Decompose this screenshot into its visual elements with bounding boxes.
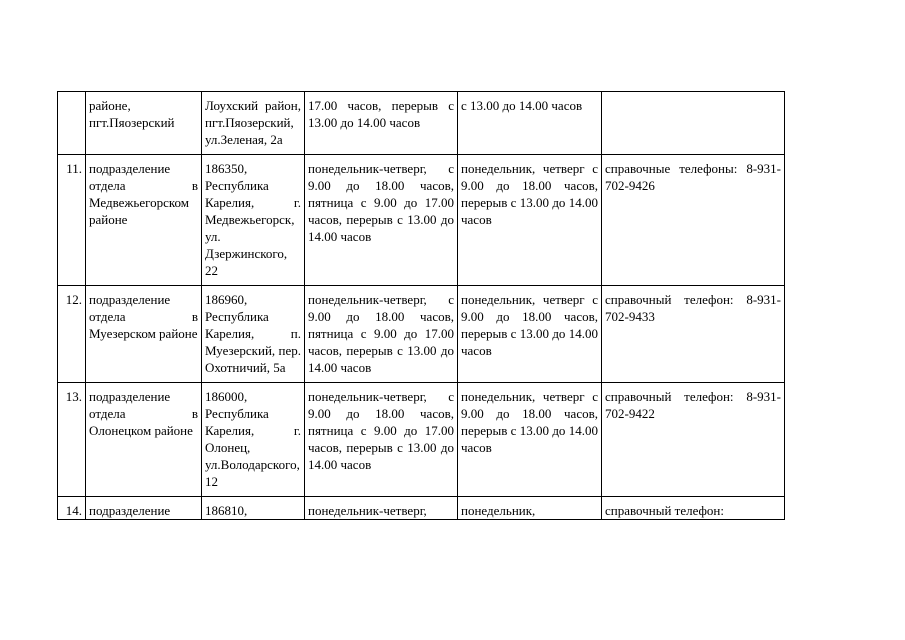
phone-info: справочные телефоны: 8-931-702-9426: [602, 155, 785, 286]
phone-info: справочный телефон:: [602, 497, 785, 520]
row-number: 12.: [58, 286, 86, 383]
reception-hours: понедельник,: [458, 497, 602, 520]
table-row: [58, 155, 785, 286]
office-address: 186810,: [202, 497, 305, 520]
phone-info: справочный телефон: 8-931-702-9433: [602, 286, 785, 383]
offices-table: [57, 91, 785, 520]
office-address: 186000, Республика Карелия, г. Олонец, ул.Володарского, 12: [202, 383, 305, 497]
working-hours: понедельник-четверг, с 9.00 до 18.00 часов, пятница с 9.00 до 17.00 часов, перерыв с 13.00 до 14.00 часов: [305, 155, 458, 286]
row-number: 13.: [58, 383, 86, 497]
office-name: подразделение отдела в Олонецком районе: [86, 383, 202, 497]
office-address: Лоухский район, пгт.Пяозерский, ул.Зеленая, 2а: [202, 92, 305, 155]
working-hours: понедельник-четверг, с 9.00 до 18.00 часов, пятница с 9.00 до 17.00 часов, перерыв с 13.00 до 14.00 часов: [305, 383, 458, 497]
working-hours: понедельник-четверг, с 9.00 до 18.00 часов, пятница с 9.00 до 17.00 часов, перерыв с 13.00 до 14.00 часов: [305, 286, 458, 383]
row-number: 14.: [58, 497, 86, 520]
phone-info: справочный телефон: 8-931-702-9422: [602, 383, 785, 497]
office-name: районе, пгт.Пяозерский: [86, 92, 202, 155]
reception-hours: с 13.00 до 14.00 часов: [458, 92, 602, 155]
working-hours: понедельник-четверг,: [305, 497, 458, 520]
office-name: подразделение: [86, 497, 202, 520]
row-number: 11.: [58, 155, 86, 286]
office-name: подразделение отдела в Медвежьегорском районе: [86, 155, 202, 286]
reception-hours: понедельник, четверг с 9.00 до 18.00 часов, перерыв с 13.00 до 14.00 часов: [458, 286, 602, 383]
working-hours: 17.00 часов, перерыв с 13.00 до 14.00 часов: [305, 92, 458, 155]
table-row: [58, 497, 785, 520]
office-name: подразделение отдела в Муезерском районе: [86, 286, 202, 383]
table-row: [58, 286, 785, 383]
reception-hours: понедельник, четверг с 9.00 до 18.00 часов, перерыв с 13.00 до 14.00 часов: [458, 155, 602, 286]
table-row: [58, 92, 785, 155]
reception-hours: понедельник, четверг с 9.00 до 18.00 часов, перерыв с 13.00 до 14.00 часов: [458, 383, 602, 497]
row-number: [58, 92, 86, 155]
phone-info: [602, 92, 785, 155]
table-row: [58, 383, 785, 497]
office-address: 186350, Республика Карелия, г. Медвежьегорск, ул. Дзержинского, 22: [202, 155, 305, 286]
office-address: 186960, Республика Карелия, п. Муезерский, пер. Охотничий, 5а: [202, 286, 305, 383]
